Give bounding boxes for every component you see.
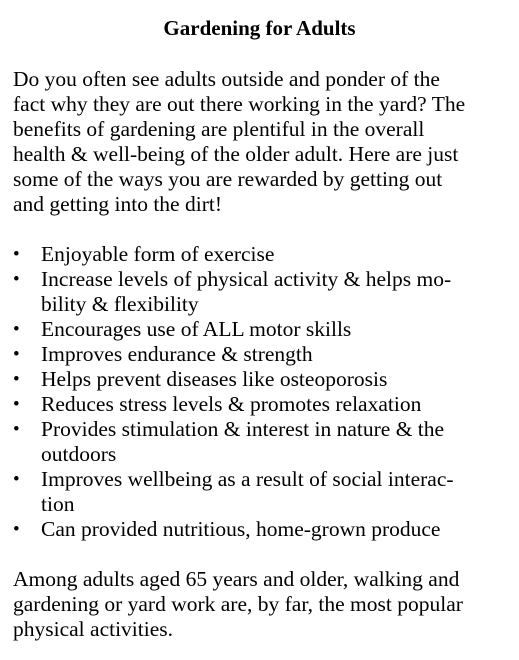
bullet-icon: • bbox=[13, 419, 20, 440]
intro-line: and getting into the dirt! bbox=[13, 192, 222, 216]
bullet-icon: • bbox=[13, 394, 20, 415]
intro-line: benefits of gardening are plentiful in the overall bbox=[13, 117, 425, 141]
bullet-icon: • bbox=[13, 369, 20, 390]
list-item-text: Improves wellbeing as a result of social interac- bbox=[41, 467, 454, 491]
list-item bbox=[13, 517, 513, 542]
list-item bbox=[13, 417, 513, 467]
bullet-icon: • bbox=[13, 269, 20, 290]
list-item-text: tion bbox=[41, 492, 75, 516]
list-item bbox=[13, 392, 513, 417]
intro-line: fact why they are out there working in the yard? The bbox=[13, 92, 466, 116]
list-item bbox=[13, 267, 513, 317]
closing-line: physical activities. bbox=[13, 617, 174, 641]
list-item-text: Can provided nutritious, home-grown produce bbox=[41, 517, 441, 541]
bullet-icon: • bbox=[13, 344, 20, 365]
bullet-icon: • bbox=[13, 244, 20, 265]
intro-paragraph bbox=[13, 67, 513, 217]
intro-line: some of the ways you are rewarded by getting out bbox=[13, 167, 443, 191]
bullet-icon: • bbox=[13, 319, 20, 340]
list-item bbox=[13, 342, 513, 367]
list-item-text: Reduces stress levels & promotes relaxation bbox=[41, 392, 422, 416]
list-item-text: Enjoyable form of exercise bbox=[41, 242, 275, 266]
list-item-text: Encourages use of ALL motor skills bbox=[41, 317, 352, 341]
closing-line: Among adults aged 65 years and older, walking and bbox=[13, 567, 460, 591]
intro-line: Do you often see adults outside and ponder of the bbox=[13, 67, 440, 91]
bullet-icon: • bbox=[13, 469, 20, 490]
list-item-text: outdoors bbox=[41, 442, 117, 466]
list-item-text: Provides stimulation & interest in nature & the bbox=[41, 417, 445, 441]
intro-line: health & well-being of the older adult. Here are just bbox=[13, 142, 459, 166]
list-item bbox=[13, 467, 513, 517]
list-item-text: Increase levels of physical activity & helps mo- bbox=[41, 267, 452, 291]
closing-line: gardening or yard work are, by far, the most popular bbox=[13, 592, 463, 616]
list-item bbox=[13, 367, 513, 392]
list-item bbox=[13, 242, 513, 267]
benefits-list bbox=[13, 242, 513, 542]
list-item-text: Helps prevent diseases like osteoporosis bbox=[41, 367, 388, 391]
list-item bbox=[13, 317, 513, 342]
closing-paragraph bbox=[13, 567, 513, 642]
bullet-icon: • bbox=[13, 519, 20, 540]
page-title: Gardening for Adults bbox=[163, 16, 356, 40]
list-item-text: bility & flexibility bbox=[41, 292, 199, 316]
list-item-text: Improves endurance & strength bbox=[41, 342, 313, 366]
